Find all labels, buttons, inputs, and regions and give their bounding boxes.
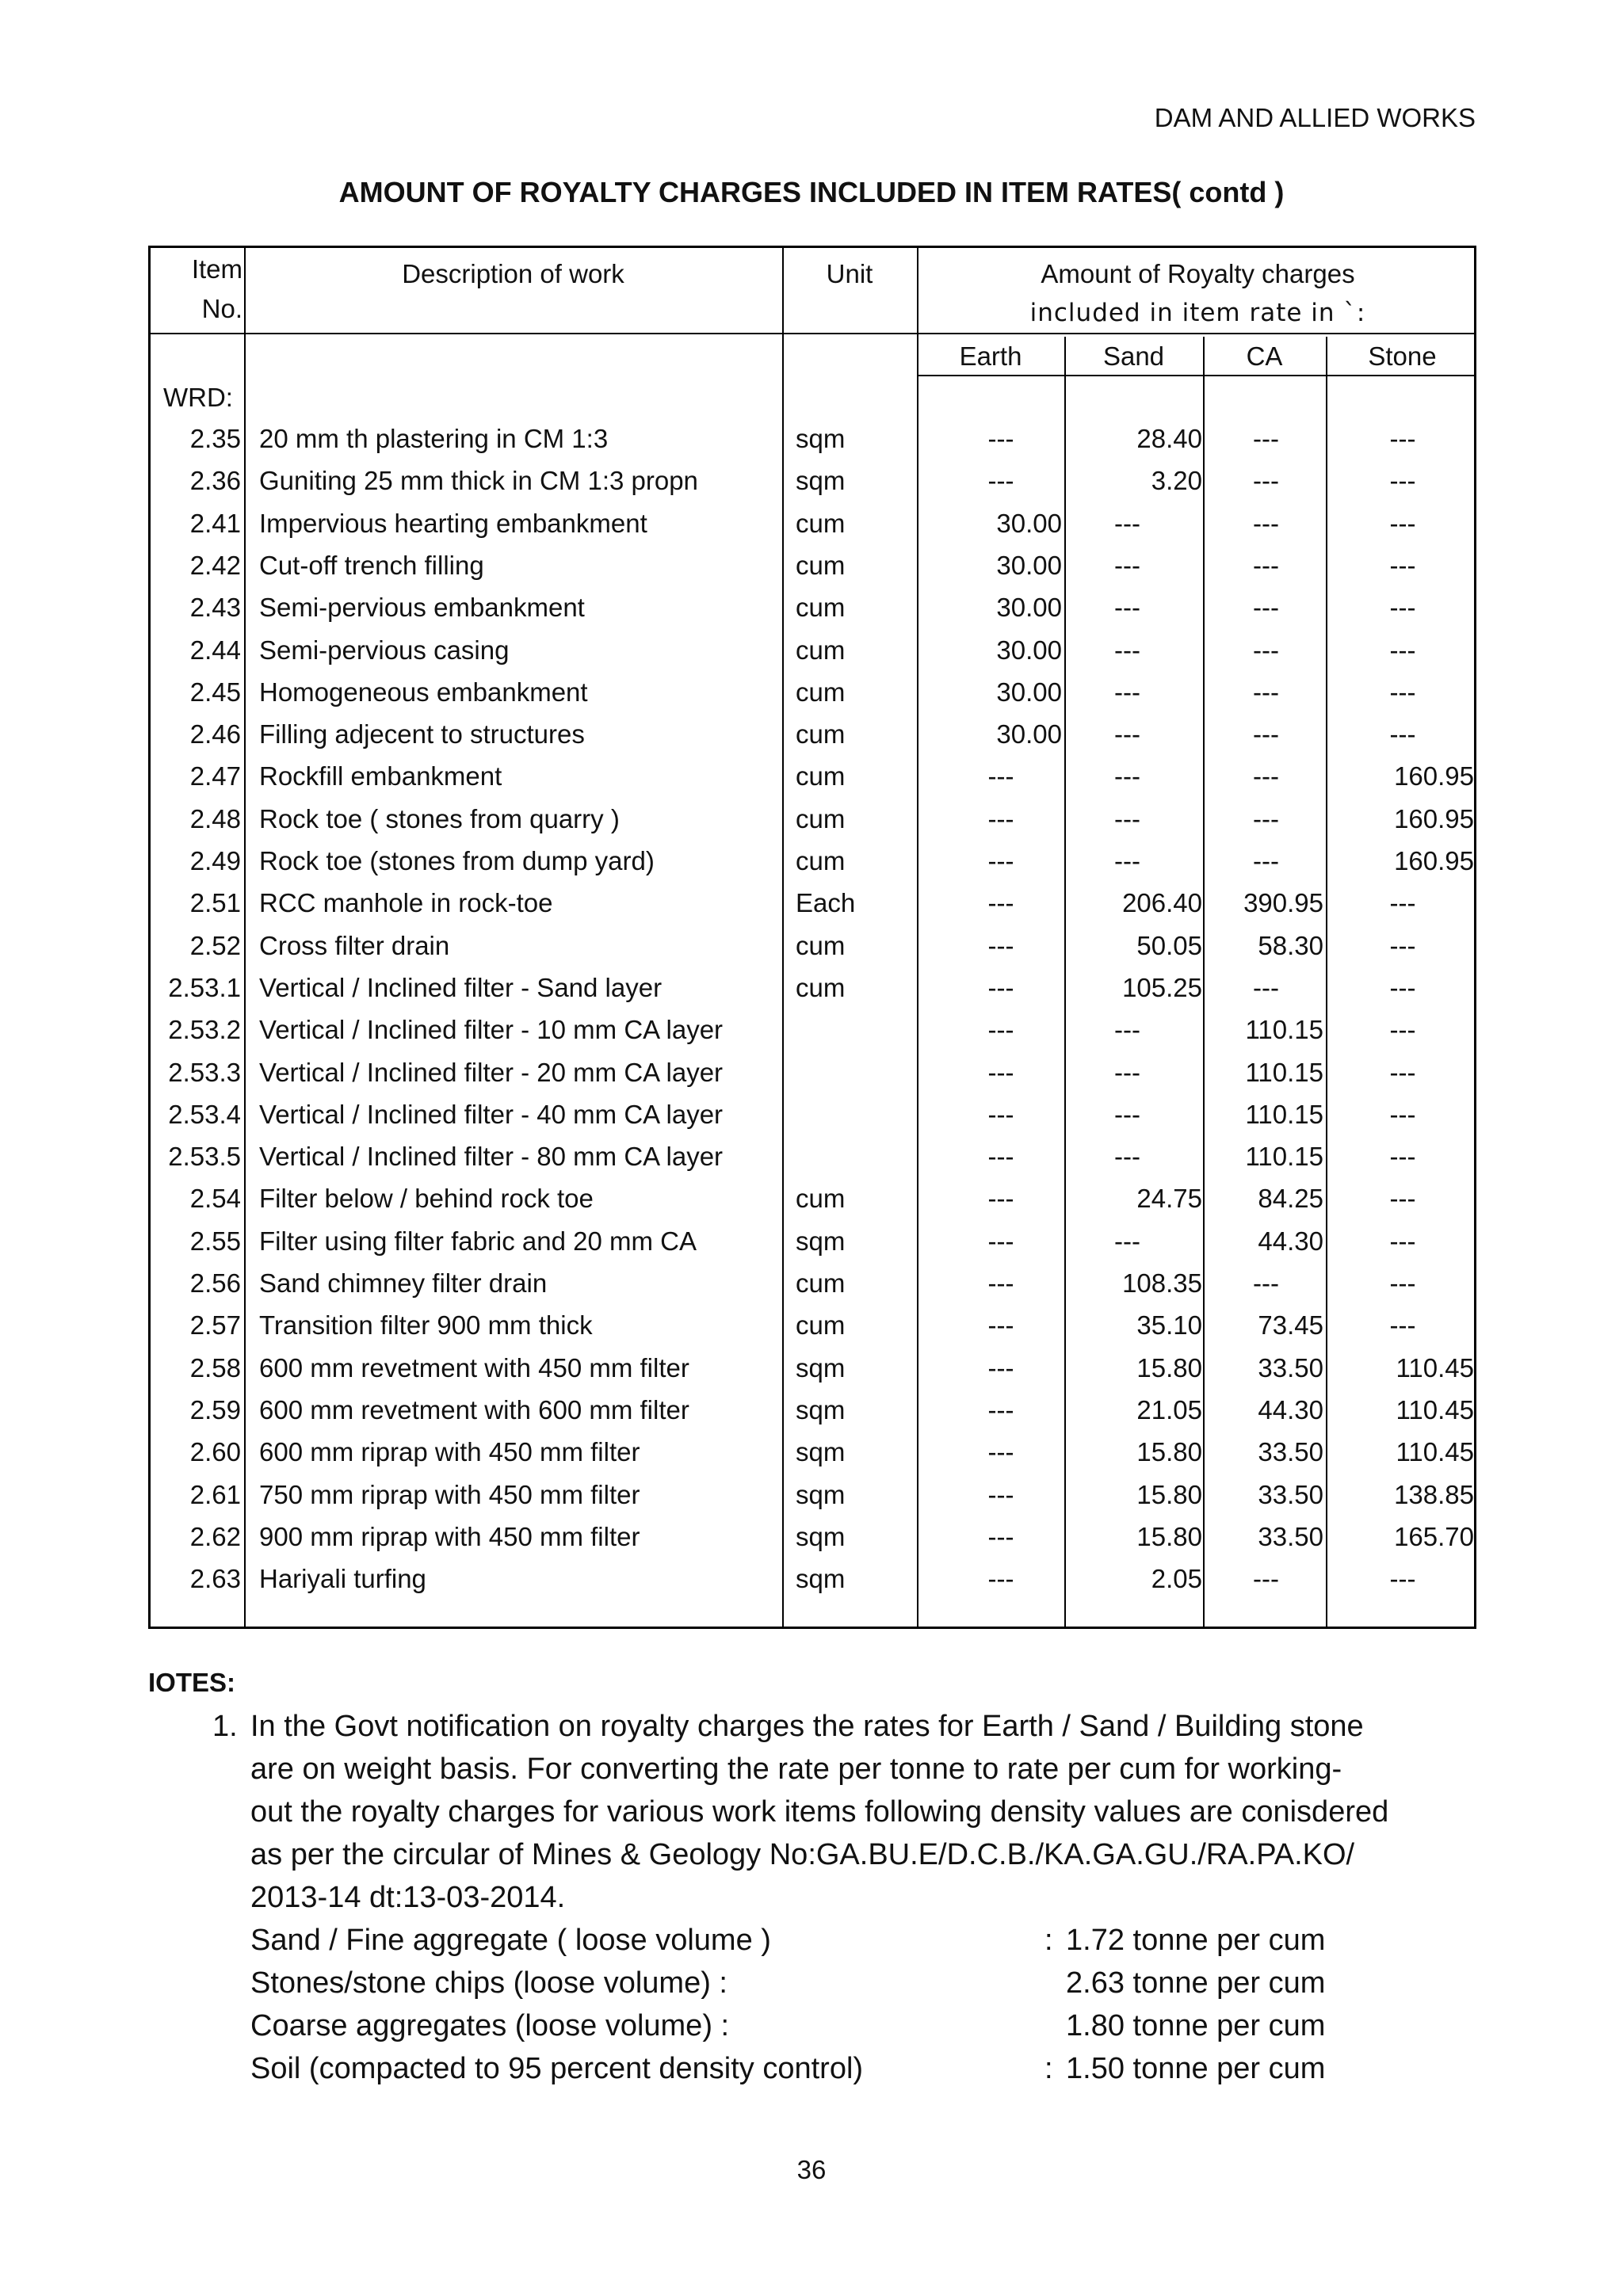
header-sand: Sand bbox=[1102, 341, 1165, 371]
density-label: Sand / Fine aggregate ( loose volume ) bbox=[250, 1924, 771, 1957]
royalty-sand: --- bbox=[1114, 593, 1140, 623]
table-row bbox=[151, 1093, 1479, 1135]
royalty-earth: --- bbox=[987, 1564, 1014, 1594]
royalty-sand: 2.05 bbox=[1151, 1564, 1202, 1594]
item-unit: sqm bbox=[796, 1437, 846, 1467]
density-separator: : bbox=[1044, 2052, 1053, 2085]
note-number: 1. bbox=[212, 1710, 238, 1743]
royalty-earth: --- bbox=[987, 1394, 1014, 1425]
header-amount: Amount of Royalty charges bbox=[1041, 259, 1355, 288]
royalty-stone: --- bbox=[1389, 508, 1416, 538]
royalty-sand: --- bbox=[1114, 508, 1140, 538]
royalty-earth: 30.00 bbox=[996, 508, 1062, 538]
item-number: 2.58 bbox=[189, 1352, 241, 1383]
item-unit: sqm bbox=[796, 1394, 846, 1425]
header-item: Item bbox=[191, 254, 242, 284]
royalty-sand: --- bbox=[1114, 677, 1140, 707]
royalty-stone: 160.95 bbox=[1394, 846, 1474, 875]
royalty-ca: --- bbox=[1253, 846, 1279, 875]
table-row bbox=[151, 925, 1479, 967]
royalty-stone: --- bbox=[1389, 719, 1416, 749]
royalty-sand: 28.40 bbox=[1136, 424, 1202, 453]
group-label: WRD: bbox=[163, 383, 233, 412]
royalty-ca: 110.15 bbox=[1245, 1057, 1323, 1087]
table-row bbox=[151, 1262, 1479, 1304]
note-line: In the Govt notification on royalty charges the rates for Earth / Sand / Building stone bbox=[250, 1710, 1364, 1743]
density-label: Soil (compacted to 95 percent density control) bbox=[250, 2052, 864, 2085]
item-description: Homogeneous embankment bbox=[259, 677, 588, 707]
royalty-ca: 84.25 bbox=[1258, 1184, 1323, 1214]
royalty-stone: 160.95 bbox=[1394, 803, 1474, 833]
item-description: Filter below / behind rock toe bbox=[259, 1184, 594, 1214]
royalty-sand: --- bbox=[1114, 1015, 1140, 1045]
royalty-earth: 30.00 bbox=[996, 593, 1062, 623]
royalty-stone: --- bbox=[1389, 930, 1416, 960]
royalty-earth: --- bbox=[987, 1099, 1014, 1129]
table-row bbox=[151, 967, 1479, 1009]
item-unit: cum bbox=[796, 930, 846, 960]
royalty-earth: --- bbox=[987, 888, 1014, 918]
royalty-stone: --- bbox=[1389, 1015, 1416, 1045]
royalty-earth: --- bbox=[987, 1057, 1014, 1087]
item-number: 2.53.1 bbox=[168, 972, 241, 1002]
note-line: as per the circular of Mines & Geology No:GA.BU.E/D.C.B./KA.GA.GU./RA.PA.KO/ bbox=[250, 1838, 1355, 1871]
item-unit: sqm bbox=[796, 1479, 846, 1509]
royalty-stone: --- bbox=[1389, 466, 1416, 496]
table-row bbox=[151, 671, 1479, 713]
item-unit: sqm bbox=[796, 1226, 846, 1256]
royalty-sand: --- bbox=[1114, 635, 1140, 665]
item-description: Cross filter drain bbox=[259, 930, 450, 960]
royalty-ca: --- bbox=[1253, 1564, 1279, 1594]
note-line: out the royalty charges for various work items following density values are conisdered bbox=[250, 1795, 1389, 1829]
item-number: 2.56 bbox=[189, 1268, 241, 1298]
royalty-earth: --- bbox=[987, 1184, 1014, 1214]
density-label: Stones/stone chips (loose volume) : bbox=[250, 1966, 727, 2000]
item-unit: cum bbox=[796, 508, 846, 538]
item-unit: cum bbox=[796, 1268, 846, 1298]
item-number: 2.41 bbox=[189, 508, 241, 538]
royalty-stone: --- bbox=[1389, 1099, 1416, 1129]
table-row bbox=[151, 544, 1479, 586]
item-description: Vertical / Inclined filter - 40 mm CA layer bbox=[259, 1099, 724, 1129]
royalty-stone: 110.45 bbox=[1396, 1437, 1474, 1467]
item-unit: cum bbox=[796, 846, 846, 875]
royalty-ca: --- bbox=[1253, 550, 1279, 580]
item-unit: cum bbox=[796, 1184, 846, 1214]
royalty-table bbox=[148, 246, 1476, 1629]
item-number: 2.54 bbox=[189, 1184, 241, 1214]
royalty-sand: 105.25 bbox=[1122, 972, 1202, 1002]
page-title: AMOUNT OF ROYALTY CHARGES INCLUDED IN ITEM RATES( contd ) bbox=[338, 176, 1285, 208]
royalty-ca: 33.50 bbox=[1258, 1352, 1323, 1383]
royalty-stone: 110.45 bbox=[1396, 1352, 1474, 1383]
header-amount-sub: included in item rate in `: bbox=[1029, 299, 1366, 327]
item-number: 2.57 bbox=[189, 1310, 241, 1341]
royalty-earth: --- bbox=[987, 1015, 1014, 1045]
royalty-stone: --- bbox=[1389, 677, 1416, 707]
royalty-ca: --- bbox=[1253, 761, 1279, 791]
royalty-earth: --- bbox=[987, 761, 1014, 791]
royalty-earth: --- bbox=[987, 466, 1014, 496]
item-unit: sqm bbox=[796, 466, 846, 496]
density-separator: : bbox=[1044, 1924, 1053, 1957]
header-unit: Unit bbox=[826, 259, 873, 288]
header-description: Description of work bbox=[402, 259, 624, 288]
royalty-sand: 206.40 bbox=[1122, 888, 1202, 918]
item-number: 2.62 bbox=[189, 1521, 241, 1551]
subheader-divider bbox=[917, 375, 1474, 376]
royalty-ca: 110.15 bbox=[1245, 1015, 1323, 1045]
royalty-earth: 30.00 bbox=[996, 677, 1062, 707]
royalty-stone: --- bbox=[1389, 593, 1416, 623]
royalty-ca: --- bbox=[1253, 1268, 1279, 1298]
royalty-earth: --- bbox=[987, 803, 1014, 833]
royalty-stone: --- bbox=[1389, 1564, 1416, 1594]
table-row bbox=[151, 1177, 1479, 1219]
item-number: 2.53.5 bbox=[168, 1142, 241, 1172]
item-number: 2.59 bbox=[189, 1394, 241, 1425]
density-value: 1.80 tonne per cum bbox=[1066, 2009, 1326, 2042]
item-description: 600 mm riprap with 450 mm filter bbox=[259, 1437, 640, 1467]
royalty-stone: 138.85 bbox=[1394, 1479, 1474, 1509]
item-description: Filling adjecent to structures bbox=[259, 719, 585, 749]
item-description: Semi-pervious embankment bbox=[259, 593, 585, 623]
royalty-ca: --- bbox=[1253, 635, 1279, 665]
note-line: are on weight basis. For converting the rate per tonne to rate per cum for working- bbox=[250, 1753, 1342, 1786]
table-row bbox=[151, 1051, 1479, 1093]
table-row bbox=[151, 629, 1479, 671]
royalty-earth: --- bbox=[987, 972, 1014, 1002]
item-number: 2.45 bbox=[189, 677, 241, 707]
royalty-sand: 108.35 bbox=[1122, 1268, 1202, 1298]
royalty-ca: --- bbox=[1253, 593, 1279, 623]
table-row bbox=[151, 1389, 1479, 1431]
table-row bbox=[151, 1431, 1479, 1473]
royalty-sand: 15.80 bbox=[1136, 1521, 1202, 1551]
item-number: 2.63 bbox=[189, 1564, 241, 1594]
royalty-earth: 30.00 bbox=[996, 550, 1062, 580]
royalty-stone: --- bbox=[1389, 424, 1416, 453]
royalty-earth: --- bbox=[987, 1268, 1014, 1298]
item-number: 2.42 bbox=[189, 550, 241, 580]
table-row bbox=[151, 502, 1479, 544]
royalty-ca: --- bbox=[1253, 719, 1279, 749]
royalty-stone: --- bbox=[1389, 1268, 1416, 1298]
header-divider bbox=[151, 333, 1474, 334]
table-row bbox=[151, 1009, 1479, 1051]
item-unit: cum bbox=[796, 1310, 846, 1341]
royalty-ca: --- bbox=[1253, 466, 1279, 496]
item-number: 2.52 bbox=[189, 930, 241, 960]
item-unit: cum bbox=[796, 550, 846, 580]
item-number: 2.51 bbox=[189, 888, 241, 918]
royalty-sand: 15.80 bbox=[1136, 1352, 1202, 1383]
item-unit: cum bbox=[796, 677, 846, 707]
item-unit: cum bbox=[796, 803, 846, 833]
item-unit: sqm bbox=[796, 1564, 846, 1594]
royalty-sand: --- bbox=[1114, 1099, 1140, 1129]
royalty-earth: --- bbox=[987, 1437, 1014, 1467]
item-description: 20 mm th plastering in CM 1:3 bbox=[259, 424, 609, 453]
item-description: Impervious hearting embankment bbox=[259, 508, 647, 538]
royalty-ca: 110.15 bbox=[1245, 1142, 1323, 1172]
table-row bbox=[151, 1304, 1479, 1346]
item-number: 2.43 bbox=[189, 593, 241, 623]
royalty-ca: 44.30 bbox=[1258, 1394, 1323, 1425]
table-row bbox=[151, 1347, 1479, 1389]
royalty-ca: --- bbox=[1253, 803, 1279, 833]
item-number: 2.36 bbox=[189, 466, 241, 496]
density-value: 1.50 tonne per cum bbox=[1066, 2052, 1326, 2085]
section-header: DAM AND ALLIED WORKS bbox=[1154, 103, 1476, 132]
header-stone: Stone bbox=[1368, 341, 1437, 371]
item-description: Guniting 25 mm thick in CM 1:3 propn bbox=[259, 466, 698, 496]
royalty-stone: --- bbox=[1389, 1057, 1416, 1087]
royalty-sand: --- bbox=[1114, 803, 1140, 833]
item-description: 600 mm revetment with 600 mm filter bbox=[259, 1394, 689, 1425]
royalty-ca: --- bbox=[1253, 677, 1279, 707]
density-value: 1.72 tonne per cum bbox=[1066, 1924, 1326, 1957]
royalty-ca: --- bbox=[1253, 972, 1279, 1002]
royalty-earth: --- bbox=[987, 1352, 1014, 1383]
royalty-stone: --- bbox=[1389, 550, 1416, 580]
item-description: 750 mm riprap with 450 mm filter bbox=[259, 1479, 640, 1509]
item-description: Rockfill embankment bbox=[259, 761, 502, 791]
royalty-ca: --- bbox=[1253, 424, 1279, 453]
royalty-ca: 44.30 bbox=[1258, 1226, 1323, 1256]
item-description: Rock toe ( stones from quarry ) bbox=[259, 803, 620, 833]
item-unit: cum bbox=[796, 972, 846, 1002]
page-number: 36 bbox=[796, 2155, 827, 2184]
royalty-stone: 110.45 bbox=[1396, 1394, 1474, 1425]
item-number: 2.46 bbox=[189, 719, 241, 749]
royalty-earth: 30.00 bbox=[996, 719, 1062, 749]
royalty-stone: --- bbox=[1389, 972, 1416, 1002]
royalty-sand: 15.80 bbox=[1136, 1437, 1202, 1467]
royalty-stone: --- bbox=[1389, 888, 1416, 918]
table-row bbox=[151, 460, 1479, 502]
royalty-stone: --- bbox=[1389, 1310, 1416, 1341]
item-number: 2.53.4 bbox=[168, 1099, 241, 1129]
royalty-sand: --- bbox=[1114, 550, 1140, 580]
royalty-ca: 33.50 bbox=[1258, 1437, 1323, 1467]
item-description: 900 mm riprap with 450 mm filter bbox=[259, 1521, 640, 1551]
notes-heading: IOTES: bbox=[148, 1668, 236, 1697]
item-description: Vertical / Inclined filter - Sand layer bbox=[259, 972, 663, 1002]
density-value: 2.63 tonne per cum bbox=[1066, 1966, 1326, 2000]
royalty-earth: 30.00 bbox=[996, 635, 1062, 665]
item-unit: sqm bbox=[796, 1352, 846, 1383]
royalty-sand: 3.20 bbox=[1151, 466, 1202, 496]
table-row bbox=[151, 1220, 1479, 1262]
item-description: Vertical / Inclined filter - 10 mm CA layer bbox=[259, 1015, 724, 1045]
item-description: Semi-pervious casing bbox=[259, 635, 510, 665]
note-line: 2013-14 dt:13-03-2014. bbox=[250, 1881, 566, 1914]
item-unit: cum bbox=[796, 635, 846, 665]
royalty-stone: --- bbox=[1389, 635, 1416, 665]
item-number: 2.49 bbox=[189, 846, 241, 875]
header-earth: Earth bbox=[959, 341, 1022, 371]
item-number: 2.47 bbox=[189, 761, 241, 791]
royalty-earth: --- bbox=[987, 1142, 1014, 1172]
table-row bbox=[151, 882, 1479, 924]
royalty-sand: 15.80 bbox=[1136, 1479, 1202, 1509]
table-row bbox=[151, 418, 1479, 460]
royalty-earth: --- bbox=[987, 846, 1014, 875]
table-row bbox=[151, 1474, 1479, 1516]
item-number: 2.60 bbox=[189, 1437, 241, 1467]
item-number: 2.53.2 bbox=[168, 1015, 241, 1045]
royalty-earth: --- bbox=[987, 1521, 1014, 1551]
item-unit: sqm bbox=[796, 424, 846, 453]
item-number: 2.35 bbox=[189, 424, 241, 453]
item-description: RCC manhole in rock-toe bbox=[259, 888, 553, 918]
royalty-stone: 160.95 bbox=[1394, 761, 1474, 791]
item-unit: cum bbox=[796, 719, 846, 749]
item-unit: cum bbox=[796, 593, 846, 623]
royalty-earth: --- bbox=[987, 1479, 1014, 1509]
royalty-ca: 33.50 bbox=[1258, 1479, 1323, 1509]
table-row bbox=[151, 1516, 1479, 1558]
royalty-ca: 110.15 bbox=[1245, 1099, 1323, 1129]
table-row bbox=[151, 1135, 1479, 1177]
royalty-sand: --- bbox=[1114, 1226, 1140, 1256]
table-row bbox=[151, 1558, 1479, 1600]
table-row bbox=[151, 713, 1479, 755]
royalty-sand: --- bbox=[1114, 1142, 1140, 1172]
item-number: 2.44 bbox=[189, 635, 241, 665]
royalty-stone: --- bbox=[1389, 1142, 1416, 1172]
royalty-stone: --- bbox=[1389, 1226, 1416, 1256]
table-row bbox=[151, 798, 1479, 840]
density-label: Coarse aggregates (loose volume) : bbox=[250, 2009, 730, 2042]
royalty-ca: 73.45 bbox=[1258, 1310, 1323, 1341]
item-number: 2.55 bbox=[189, 1226, 241, 1256]
royalty-sand: --- bbox=[1114, 719, 1140, 749]
royalty-earth: --- bbox=[987, 1310, 1014, 1341]
header-ca: CA bbox=[1246, 341, 1283, 371]
item-description: Sand chimney filter drain bbox=[259, 1268, 548, 1298]
item-description: Cut-off trench filling bbox=[259, 550, 484, 580]
item-description: 600 mm revetment with 450 mm filter bbox=[259, 1352, 689, 1383]
royalty-sand: 35.10 bbox=[1136, 1310, 1202, 1341]
item-description: Filter using filter fabric and 20 mm CA bbox=[259, 1226, 697, 1256]
header-no: No. bbox=[201, 294, 242, 323]
royalty-stone: 165.70 bbox=[1394, 1521, 1474, 1551]
royalty-ca: 390.95 bbox=[1243, 888, 1323, 918]
royalty-sand: --- bbox=[1114, 1057, 1140, 1087]
item-number: 2.53.3 bbox=[168, 1057, 241, 1087]
item-unit: cum bbox=[796, 761, 846, 791]
royalty-earth: --- bbox=[987, 930, 1014, 960]
royalty-stone: --- bbox=[1389, 1184, 1416, 1214]
royalty-earth: --- bbox=[987, 1226, 1014, 1256]
table-row bbox=[151, 755, 1479, 797]
royalty-sand: 21.05 bbox=[1136, 1394, 1202, 1425]
royalty-ca: 58.30 bbox=[1258, 930, 1323, 960]
royalty-ca: --- bbox=[1253, 508, 1279, 538]
table-row bbox=[151, 840, 1479, 882]
item-number: 2.48 bbox=[189, 803, 241, 833]
royalty-ca: 33.50 bbox=[1258, 1521, 1323, 1551]
item-description: Transition filter 900 mm thick bbox=[259, 1310, 593, 1341]
item-description: Rock toe (stones from dump yard) bbox=[259, 846, 655, 875]
royalty-sand: 24.75 bbox=[1136, 1184, 1202, 1214]
royalty-sand: --- bbox=[1114, 761, 1140, 791]
item-unit: Each bbox=[796, 888, 856, 918]
item-description: Hariyali turfing bbox=[259, 1564, 426, 1594]
table-row bbox=[151, 586, 1479, 628]
item-unit: sqm bbox=[796, 1521, 846, 1551]
royalty-sand: --- bbox=[1114, 846, 1140, 875]
item-description: Vertical / Inclined filter - 80 mm CA layer bbox=[259, 1142, 724, 1172]
royalty-sand: 50.05 bbox=[1136, 930, 1202, 960]
item-number: 2.61 bbox=[189, 1479, 241, 1509]
item-description: Vertical / Inclined filter - 20 mm CA layer bbox=[259, 1057, 724, 1087]
royalty-earth: --- bbox=[987, 424, 1014, 453]
